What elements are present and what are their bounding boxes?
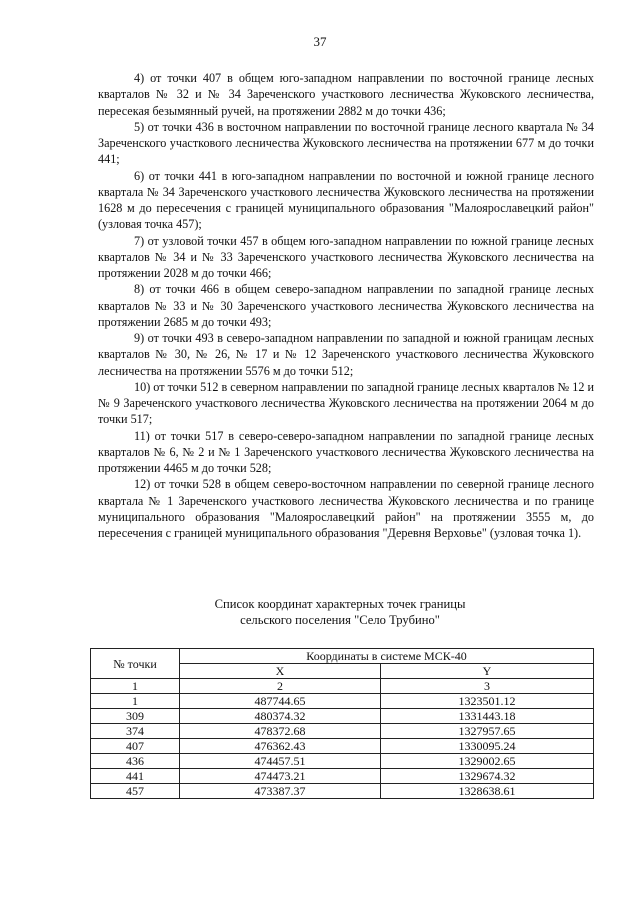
page-number: 37 (313, 34, 327, 49)
point-number: 374 (91, 724, 180, 739)
point-number: 436 (91, 754, 180, 769)
point-number: 457 (91, 784, 180, 799)
point-number: 1 (91, 694, 180, 709)
coordinate-y: 1329674.32 (381, 769, 594, 784)
paragraph-5: 5) от точки 436 в восточном направлении по восточной границе лесного квартала № 34 Зареченского участкового лесничества Жуковского лесничества на протяжении 677 м до точки 441; (98, 119, 594, 167)
paragraph-11: 11) от точки 517 в северо-северо-западном направлении по западной границе лесных кварталов № 6, № 2 и № 1 Зареченского участкового лесничества Жуковского лесничества на протяжении 4465 м до точки 528; (98, 428, 594, 475)
table-title-line-2: сельского поселения "Село Трубино" (240, 613, 440, 627)
table-row (91, 694, 594, 709)
coordinate-y: 1323501.12 (381, 694, 594, 709)
coordinate-y: 1329002.65 (381, 754, 594, 769)
coordinate-x: 473387.37 (180, 784, 381, 799)
coordinate-x: 474473.21 (180, 769, 381, 784)
coordinate-x: 487744.65 (180, 694, 381, 709)
coordinate-x: 474457.51 (180, 754, 381, 769)
header-coordinate-system: Координаты в системе МСК-40 (180, 649, 594, 664)
table-title-line-1: Список координат характерных точек границы (214, 597, 466, 611)
boundary-description (98, 70, 594, 541)
table-row (91, 739, 594, 754)
point-number: 441 (91, 769, 180, 784)
coordinates-table (90, 648, 594, 799)
table-row (91, 769, 594, 784)
coordinate-y: 1328638.61 (381, 784, 594, 799)
paragraph-6: 6) от точки 441 в юго-западном направлении по восточной и южной границе лесного квартала № 34 Зареченского участкового лесничества Жуковского лесничества на протяжении 1628 м до пересечения с границей муниципального образования "Малоярославецкий район" (узловая точка 457); (98, 168, 594, 232)
paragraph-7: 7) от узловой точки 457 в общем юго-западном направлении по южной границе лесных кварталов № 34 и № 33 Зареченского участкового лесничества Жуковского лесничества на протяжении 2028 м до точки 466; (98, 233, 594, 280)
paragraph-4: 4) от точки 407 в общем юго-западном направлении по восточной границе лесных кварталов № 32 и № 34 Зареченского участкового лесничества Жуковского лесничества, пересекая безымянный ручей, на протяжении 2882 м до точки 436; (98, 71, 594, 118)
coordinate-y: 1327957.65 (381, 724, 594, 739)
column-number: 2 (180, 679, 381, 694)
table-row (91, 724, 594, 739)
coordinate-x: 480374.32 (180, 709, 381, 724)
paragraph-8: 8) от точки 466 в общем северо-западном направлении по западной границе лесных кварталов № 33 и № 30 Зареченского участкового лесничества Жуковского лесничества на протяжении 2685 м до точки 493; (98, 282, 594, 329)
column-number-row (91, 679, 594, 694)
coordinate-y: 1331443.18 (381, 709, 594, 724)
column-number: 1 (91, 679, 180, 694)
point-number: 309 (91, 709, 180, 724)
table-row (91, 784, 594, 799)
point-number: 407 (91, 739, 180, 754)
coordinate-x: 478372.68 (180, 724, 381, 739)
paragraph-10: 10) от точки 512 в северном направлении по западной границе лесных кварталов № 12 и № 9 Зареченского участкового лесничества Жуковского лесничества на протяжении 2064 м до точки 517; (98, 379, 594, 427)
table-title (90, 596, 590, 628)
table-row (91, 754, 594, 769)
column-number: 3 (381, 679, 594, 694)
paragraph-9: 9) от точки 493 в северо-западном направлении по западной и южной границам лесных кварталов № 30, № 26, № 17 и № 12 Зареченского участкового лесничества Жуковского лесничества на протяжении 5576 м до точки 512; (98, 331, 594, 378)
header-y: Y (381, 664, 594, 679)
paragraph-12: 12) от точки 528 в общем северо-восточном направлении по северной границе лесного квартала № 1 Зареченского участкового лесничества Жуковского лесничества и по границе муниципального образования "Малоярославецкий район" на протяжении 3555 м, до пересечения с границей муниципального образования "Деревня Верховье" (узловая точка 1). (98, 477, 594, 540)
table-row (91, 709, 594, 724)
header-point-number: № точки (91, 649, 180, 679)
coordinate-y: 1330095.24 (381, 739, 594, 754)
header-x: X (180, 664, 381, 679)
coordinate-x: 476362.43 (180, 739, 381, 754)
